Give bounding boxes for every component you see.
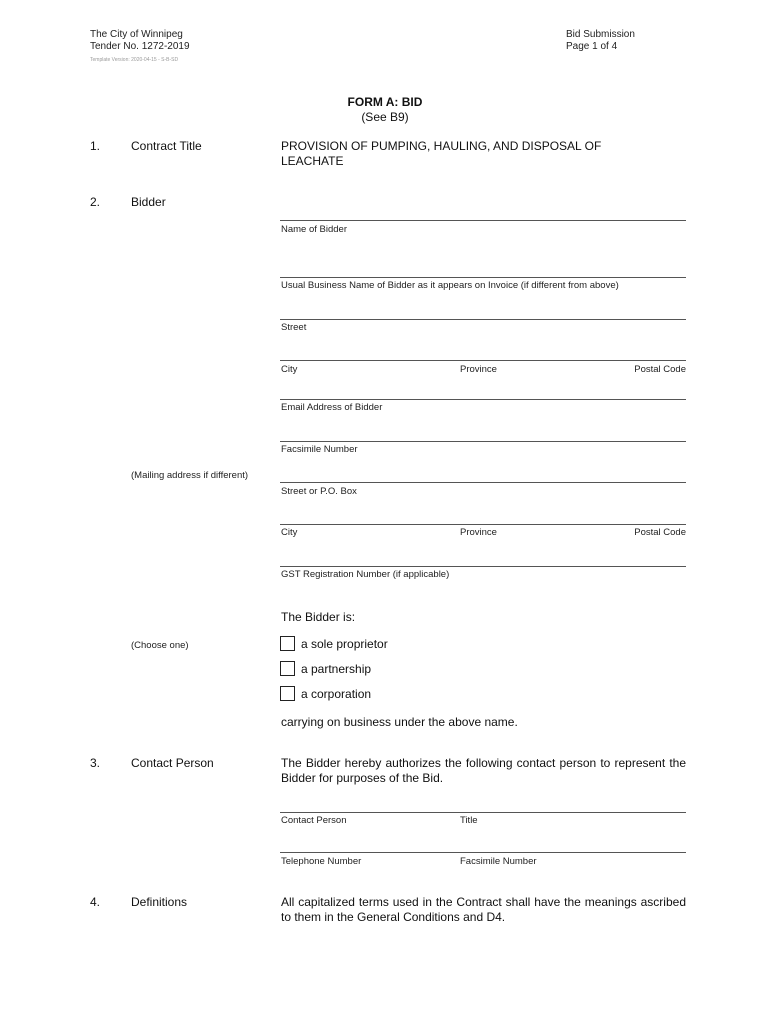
facsimile-field[interactable] [280, 441, 686, 442]
partnership-checkbox[interactable] [280, 661, 295, 676]
telephone-caption: Telephone Number [281, 856, 362, 867]
section-4-label: Definitions [131, 895, 188, 909]
gst-caption: GST Registration Number (if applicable) [281, 569, 450, 580]
section-1-label: Contract Title [131, 139, 202, 153]
street-po-box-caption: Street or P.O. Box [281, 486, 357, 497]
header-page-number: Page 1 of 4 [566, 41, 618, 52]
postal-code2-caption: Postal Code [634, 527, 686, 538]
street-po-box-field[interactable] [280, 482, 686, 483]
province-caption: Province [460, 364, 497, 375]
form-title: FORM A: BID [347, 95, 423, 109]
section-1-number: 1. [90, 139, 101, 153]
contact-person-title-field[interactable] [280, 812, 686, 813]
contract-title-line2: LEACHATE [281, 154, 344, 168]
telephone-facsimile-field[interactable] [280, 852, 686, 853]
bidder-is-heading: The Bidder is: [281, 610, 356, 624]
city-caption: City [281, 364, 298, 375]
name-of-bidder-caption: Name of Bidder [281, 224, 348, 235]
facsimile-caption: Facsimile Number [281, 444, 358, 455]
contact-person-authorization: The Bidder hereby authorizes the following contact person to represent the Bidder for purposes of the Bid. [281, 756, 686, 785]
city-province-postal-field[interactable] [280, 360, 686, 361]
section-4-number: 4. [90, 895, 101, 909]
mailing-city-province-postal-field[interactable] [280, 524, 686, 525]
postal-code-caption: Postal Code [634, 364, 686, 375]
street-caption: Street [281, 322, 307, 333]
sole-proprietor-checkbox[interactable] [280, 636, 295, 651]
title-caption: Title [460, 815, 478, 826]
header-bid-submission: Bid Submission [566, 29, 635, 40]
name-of-bidder-field[interactable] [280, 220, 686, 221]
section-2-label: Bidder [131, 195, 166, 209]
carrying-on-business-text: carrying on business under the above name. [281, 715, 518, 729]
contact-person-caption: Contact Person [281, 815, 347, 826]
business-name-caption: Usual Business Name of Bidder as it appears on Invoice (if different from above) [281, 280, 619, 291]
contract-title-line1: PROVISION OF PUMPING, HAULING, AND DISPOSAL OF [281, 139, 602, 153]
partnership-label: a partnership [301, 662, 372, 676]
email-caption: Email Address of Bidder [281, 402, 383, 413]
corporation-label: a corporation [301, 687, 372, 701]
gst-field[interactable] [280, 566, 686, 567]
business-name-field[interactable] [280, 277, 686, 278]
definitions-text: All capitalized terms used in the Contract shall have the meanings ascribed to them in the General Conditions and D4. [281, 895, 686, 924]
section-2-number: 2. [90, 195, 101, 209]
facsimile2-caption: Facsimile Number [460, 856, 537, 867]
header-city: The City of Winnipeg [90, 29, 183, 40]
choose-one-note: (Choose one) [131, 640, 189, 651]
province2-caption: Province [460, 527, 497, 538]
section-3-number: 3. [90, 756, 101, 770]
corporation-checkbox[interactable] [280, 686, 295, 701]
email-field[interactable] [280, 399, 686, 400]
sole-proprietor-label: a sole proprietor [301, 637, 388, 651]
header-tender-no: Tender No. 1272-2019 [90, 41, 190, 52]
mailing-address-note: (Mailing address if different) [131, 470, 249, 481]
street-field[interactable] [280, 319, 686, 320]
form-subtitle: (See B9) [361, 110, 409, 124]
section-3-label: Contact Person [131, 756, 214, 770]
template-version: Template Version: 2020-04-15 - S-B-SD [90, 57, 179, 63]
city2-caption: City [281, 527, 298, 538]
